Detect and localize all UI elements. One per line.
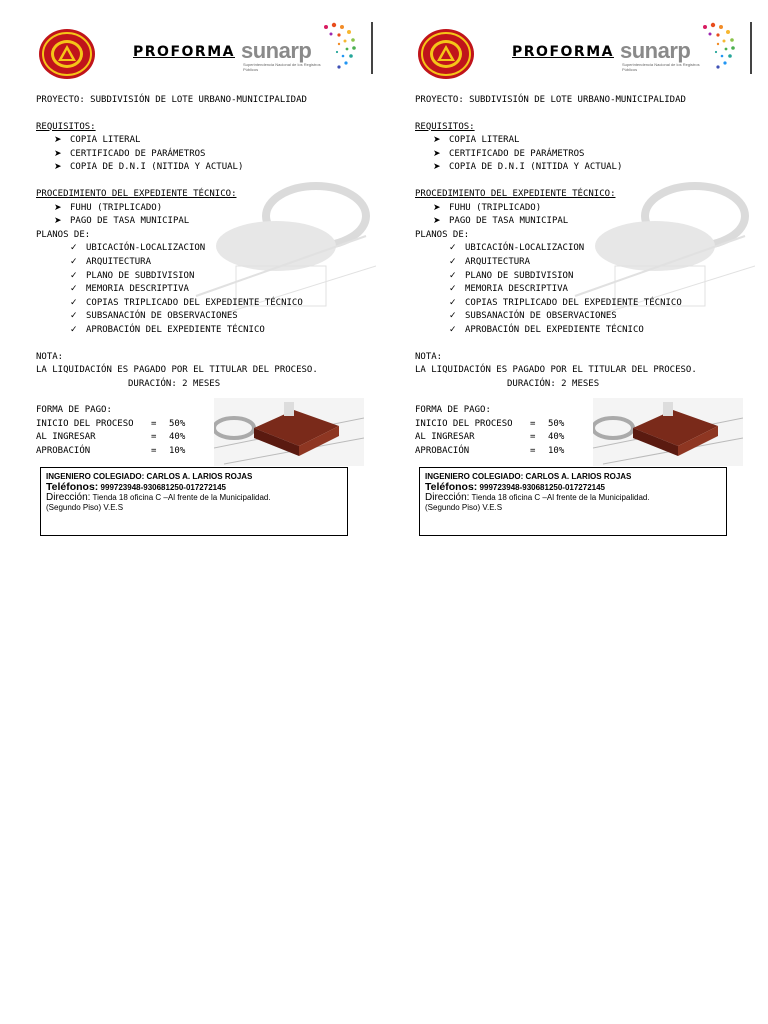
pago-value: 40% — [169, 432, 186, 443]
planos-heading: PLANOS DE: — [415, 229, 470, 240]
arrow-bullet-icon: ➤ — [433, 202, 441, 213]
requisito-item — [415, 161, 755, 175]
pago-value: 50% — [548, 418, 565, 429]
plano-item — [36, 324, 376, 338]
plano-item — [415, 270, 755, 284]
check-icon: ✓ — [449, 284, 457, 295]
house-render-image — [214, 398, 364, 466]
procedimiento-item-text: PAGO DE TASA MUNICIPAL — [70, 216, 190, 227]
check-icon: ✓ — [449, 256, 457, 267]
requisito-item-text: COPIA DE D.N.I (NITIDA Y ACTUAL) — [449, 162, 623, 173]
plano-item-text: UBICACIÓN-LOCALIZACION — [86, 243, 206, 254]
arrow-bullet-icon: ➤ — [433, 162, 441, 173]
requisito-item-text: CERTIFICADO DE PARÁMETROS — [70, 148, 206, 159]
arrow-bullet-icon: ➤ — [433, 148, 441, 159]
plano-item-text: APROBACIÓN DEL EXPEDIENTE TÉCNICO — [86, 324, 265, 335]
arrow-bullet-icon: ➤ — [54, 202, 62, 213]
duracion-line: DURACIÓN: 2 MESES — [128, 378, 221, 389]
check-icon: ✓ — [449, 297, 457, 308]
arrow-bullet-icon: ➤ — [54, 162, 62, 173]
cip-seal-logo — [38, 28, 96, 80]
plano-item-text: PLANO DE SUBDIVISION — [465, 270, 574, 281]
pago-label: APROBACIÓN — [415, 446, 470, 457]
requisitos-heading: REQUISITOS: — [415, 121, 475, 132]
plano-item — [415, 324, 755, 338]
forma-pago-heading: FORMA DE PAGO: — [36, 405, 112, 416]
requisito-item-text: COPIA LITERAL — [449, 135, 520, 146]
proforma-title: PROFORMA — [133, 44, 235, 60]
address-value: Tienda 18 oficina C –Al frente de la Municipalidad. — [471, 493, 650, 502]
plano-item — [415, 283, 755, 297]
proforma-flyer — [36, 16, 376, 541]
arrow-bullet-icon: ➤ — [433, 216, 441, 227]
forma-pago-heading: FORMA DE PAGO: — [415, 405, 491, 416]
proforma-flyer — [415, 16, 755, 541]
phones-value: 999723948-930681250-017272145 — [100, 483, 227, 492]
brand-subtitle: Superintendencia Nacional de los Registros Públicos — [622, 62, 700, 72]
brand-name: sunarp — [241, 38, 312, 63]
requisito-item-text: COPIA DE D.N.I (NITIDA Y ACTUAL) — [70, 162, 244, 173]
pago-label: INICIO DEL PROCESO — [415, 418, 513, 429]
procedimiento-item-text: PAGO DE TASA MUNICIPAL — [449, 216, 569, 227]
procedimiento-item — [36, 215, 376, 229]
plano-item — [415, 242, 755, 256]
plano-item — [36, 310, 376, 324]
plano-item-text: ARQUITECTURA — [86, 256, 152, 267]
check-icon: ✓ — [449, 324, 457, 335]
check-icon: ✓ — [70, 270, 78, 281]
pago-label: AL INGRESAR — [36, 432, 96, 443]
requisito-item-text: CERTIFICADO DE PARÁMETROS — [449, 148, 585, 159]
sunarp-dots-icon — [309, 20, 359, 75]
header-divider — [750, 22, 752, 74]
nota-line: LA LIQUIDACIÓN ES PAGADO POR EL TITULAR DEL PROCESO. — [415, 365, 697, 376]
pago-label: AL INGRESAR — [415, 432, 475, 443]
project-line: PROYECTO: SUBDIVISIÓN DE LOTE URBANO-MUNICIPALIDAD — [415, 95, 686, 105]
phones-value: 999723948-930681250-017272145 — [479, 483, 606, 492]
procedimiento-item-text: FUHU (TRIPLICADO) — [449, 202, 542, 213]
pago-label: APROBACIÓN — [36, 446, 91, 457]
planos-heading: PLANOS DE: — [36, 229, 91, 240]
contact-box — [40, 467, 348, 536]
requisito-item — [36, 161, 376, 175]
requisito-item — [415, 134, 755, 148]
check-icon: ✓ — [449, 270, 457, 281]
requisito-item — [36, 134, 376, 148]
check-icon: ✓ — [70, 311, 78, 322]
procedimiento-item — [415, 202, 755, 216]
plano-item — [415, 297, 755, 311]
requisitos-heading: REQUISITOS: — [36, 121, 96, 132]
sunarp-logo — [620, 20, 735, 80]
plano-item — [36, 297, 376, 311]
nota-heading: NOTA: — [36, 351, 64, 362]
address-value: Tienda 18 oficina C –Al frente de la Municipalidad. — [92, 493, 271, 502]
pago-value: 10% — [169, 446, 186, 457]
nota-line: LA LIQUIDACIÓN ES PAGADO POR EL TITULAR DEL PROCESO. — [36, 365, 318, 376]
pago-value: 40% — [548, 432, 565, 443]
arrow-bullet-icon: ➤ — [54, 135, 62, 146]
contact-box — [419, 467, 727, 536]
proforma-title: PROFORMA — [512, 44, 614, 60]
plano-item-text: MEMORIA DESCRIPTIVA — [465, 284, 568, 295]
check-icon: ✓ — [449, 243, 457, 254]
plano-item — [415, 256, 755, 270]
plano-item-text: APROBACIÓN DEL EXPEDIENTE TÉCNICO — [465, 324, 644, 335]
plano-item-text: SUBSANACIÓN DE OBSERVACIONES — [465, 311, 617, 322]
plano-item — [415, 310, 755, 324]
phones-label: Teléfonos: — [425, 481, 478, 493]
project-line: PROYECTO: SUBDIVISIÓN DE LOTE URBANO-MUNICIPALIDAD — [36, 95, 307, 105]
address-line-2: (Segundo Piso) V.E.S — [425, 503, 503, 512]
pago-value: 50% — [169, 418, 186, 429]
check-icon: ✓ — [70, 297, 78, 308]
procedimiento-item-text: FUHU (TRIPLICADO) — [70, 202, 163, 213]
procedimiento-item — [415, 215, 755, 229]
plano-item-text: MEMORIA DESCRIPTIVA — [86, 284, 189, 295]
brand-subtitle: Superintendencia Nacional de los Registros Públicos — [243, 62, 321, 72]
plano-item-text: ARQUITECTURA — [465, 256, 531, 267]
plano-item-text: COPIAS TRIPLICADO DEL EXPEDIENTE TÉCNICO — [86, 297, 303, 308]
arrow-bullet-icon: ➤ — [433, 135, 441, 146]
pago-eq: = — [151, 418, 157, 429]
cip-seal-logo — [417, 28, 475, 80]
arrow-bullet-icon: ➤ — [54, 216, 62, 227]
plano-item-text: COPIAS TRIPLICADO DEL EXPEDIENTE TÉCNICO — [465, 297, 682, 308]
duracion-line: DURACIÓN: 2 MESES — [507, 378, 600, 389]
plano-item — [36, 256, 376, 270]
address-label: Dirección: — [46, 492, 91, 503]
pago-eq: = — [151, 446, 157, 457]
pago-eq: = — [530, 432, 536, 443]
procedimiento-item — [36, 202, 376, 216]
plano-item — [36, 270, 376, 284]
check-icon: ✓ — [70, 324, 78, 335]
plano-item-text: SUBSANACIÓN DE OBSERVACIONES — [86, 311, 238, 322]
engineer-name: INGENIERO COLEGIADO: CARLOS A. LARIOS ROJAS — [46, 472, 253, 481]
pago-eq: = — [530, 418, 536, 429]
house-render-image — [593, 398, 743, 466]
brand-name: sunarp — [620, 38, 691, 63]
pago-eq: = — [530, 446, 536, 457]
pago-label: INICIO DEL PROCESO — [36, 418, 134, 429]
sunarp-logo — [241, 20, 356, 80]
requisito-item — [415, 148, 755, 162]
plano-item — [36, 242, 376, 256]
address-line-2: (Segundo Piso) V.E.S — [46, 503, 124, 512]
check-icon: ✓ — [70, 284, 78, 295]
header-divider — [371, 22, 373, 74]
pago-value: 10% — [548, 446, 565, 457]
procedimiento-heading: PROCEDIMIENTO DEL EXPEDIENTE TÉCNICO: — [36, 188, 237, 199]
check-icon: ✓ — [70, 243, 78, 254]
sunarp-dots-icon — [688, 20, 738, 75]
requisito-item — [36, 148, 376, 162]
address-label: Dirección: — [425, 492, 470, 503]
engineer-name: INGENIERO COLEGIADO: CARLOS A. LARIOS ROJAS — [425, 472, 632, 481]
pago-eq: = — [151, 432, 157, 443]
check-icon: ✓ — [449, 311, 457, 322]
plano-item — [36, 283, 376, 297]
requisito-item-text: COPIA LITERAL — [70, 135, 141, 146]
plano-item-text: PLANO DE SUBDIVISION — [86, 270, 195, 281]
plano-item-text: UBICACIÓN-LOCALIZACION — [465, 243, 585, 254]
check-icon: ✓ — [70, 256, 78, 267]
procedimiento-heading: PROCEDIMIENTO DEL EXPEDIENTE TÉCNICO: — [415, 188, 616, 199]
phones-label: Teléfonos: — [46, 481, 99, 493]
nota-heading: NOTA: — [415, 351, 443, 362]
arrow-bullet-icon: ➤ — [54, 148, 62, 159]
